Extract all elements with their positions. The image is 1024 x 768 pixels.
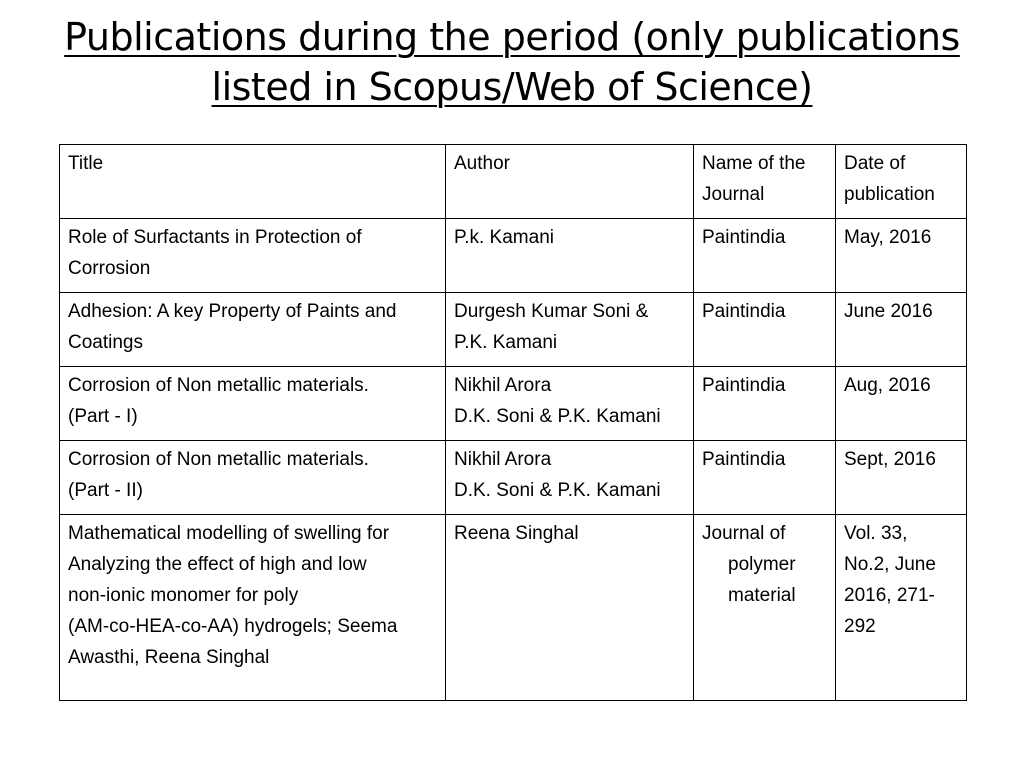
cell-title: Corrosion of Non metallic materials. (Part - I) — [60, 367, 446, 441]
cell-date: May, 2016 — [836, 219, 967, 293]
cell-journal: Journal of polymer material — [694, 515, 836, 701]
cell-author: Durgesh Kumar Soni & P.K. Kamani — [446, 293, 694, 367]
header-date: Date of publication — [836, 145, 967, 219]
cell-journal: Paintindia — [694, 367, 836, 441]
cell-date: Aug, 2016 — [836, 367, 967, 441]
cell-date: June 2016 — [836, 293, 967, 367]
cell-date: Sept, 2016 — [836, 441, 967, 515]
table-row — [60, 293, 967, 367]
publications-table — [59, 144, 967, 701]
cell-title: Role of Surfactants in Protection of Corrosion — [60, 219, 446, 293]
cell-author: P.k. Kamani — [446, 219, 694, 293]
cell-title: Mathematical modelling of swelling for Analyzing the effect of high and low non-ionic monomer for poly (AM-co-HEA-co-AA) hydrogels; Seema Awasthi, Reena Singhal — [60, 515, 446, 701]
header-author: Author — [446, 145, 694, 219]
header-title: Title — [60, 145, 446, 219]
cell-author: Nikhil Arora D.K. Soni & P.K. Kamani — [446, 441, 694, 515]
cell-journal: Paintindia — [694, 441, 836, 515]
cell-title: Corrosion of Non metallic materials. (Part - II) — [60, 441, 446, 515]
table-row — [60, 367, 967, 441]
header-journal: Name of the Journal — [694, 145, 836, 219]
title-line-1: Publications during the period (only publications — [64, 15, 960, 59]
table-header-row — [60, 145, 967, 219]
table-row — [60, 219, 967, 293]
table-row — [60, 515, 967, 701]
page-title — [40, 12, 984, 112]
cell-journal: Paintindia — [694, 219, 836, 293]
title-line-2: listed in Scopus/Web of Science) — [211, 65, 813, 109]
table-row — [60, 441, 967, 515]
cell-journal: Paintindia — [694, 293, 836, 367]
cell-author: Reena Singhal — [446, 515, 694, 701]
cell-author: Nikhil Arora D.K. Soni & P.K. Kamani — [446, 367, 694, 441]
cell-title: Adhesion: A key Property of Paints and Coatings — [60, 293, 446, 367]
cell-date: Vol. 33, No.2, June 2016, 271- 292 — [836, 515, 967, 701]
